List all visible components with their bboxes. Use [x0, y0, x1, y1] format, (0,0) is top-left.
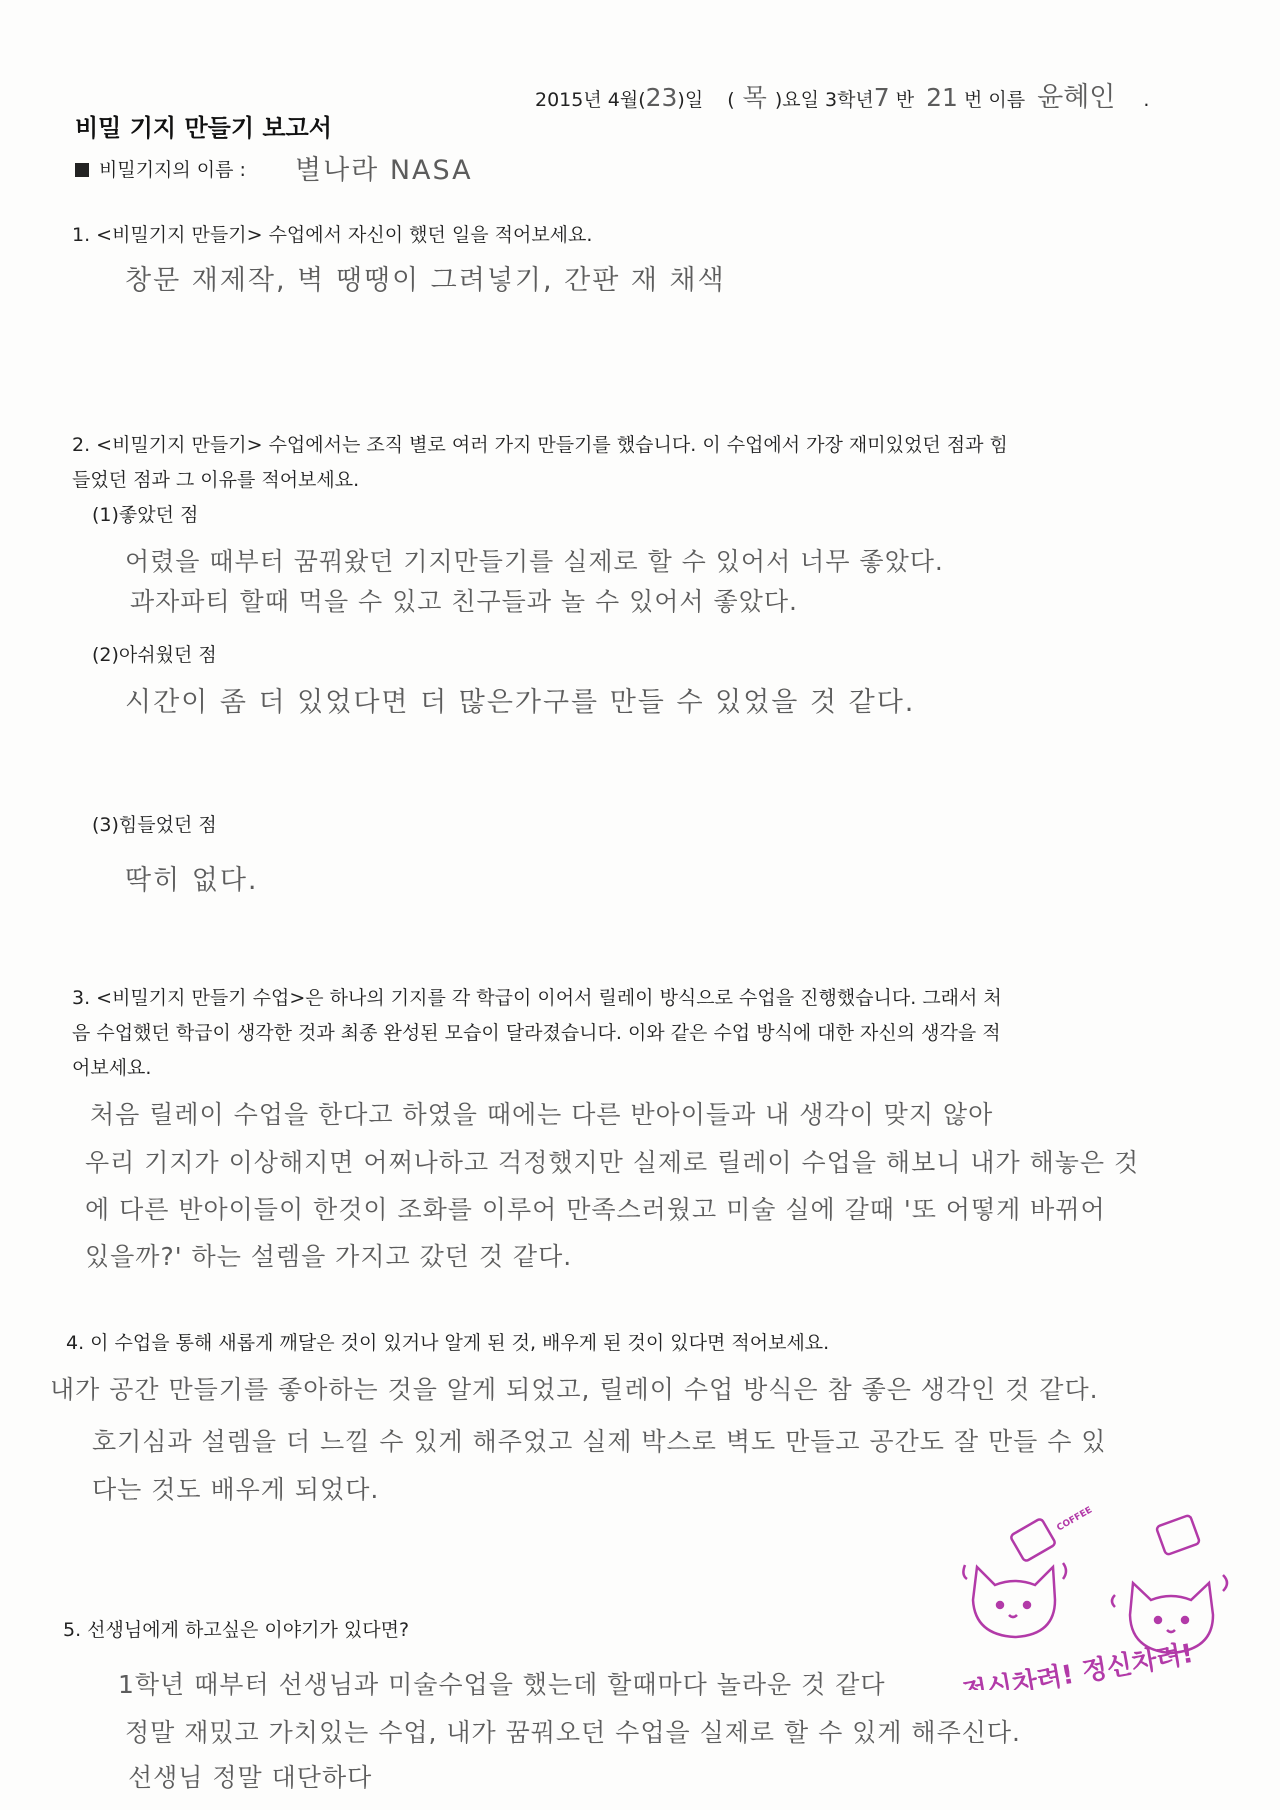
page-title: 비밀 기지 만들기 보고서 [75, 114, 332, 142]
date-line [535, 75, 1149, 114]
q2-good-answer-line1: 어렸을 때부터 꿈꿔왔던 기지만들기를 실제로 할 수 있어서 너무 좋았다. [125, 547, 944, 576]
date-day-suffix: )일 [677, 89, 704, 111]
stamp-cup-label: COFFEE [1055, 1505, 1095, 1534]
q3-answer-line3: 에 다른 반아이들이 한것이 조화를 이루어 만족스러웠고 미술 실에 갈때 '또 어떻게 바뀌어 [85, 1195, 1106, 1224]
q4-answer-line2: 호기심과 설렘을 더 느낄 수 있게 해주었고 실제 박스로 벽도 만들고 공간도 잘 만들 수 있 [92, 1427, 1107, 1456]
q3-question-line3: 어보세요. [72, 1057, 152, 1079]
q2-regret-answer: 시간이 좀 더 있었다면 더 많은가구를 만들 수 있었을 것 같다. [125, 687, 916, 718]
base-name-value: 별나라 NASA [295, 155, 473, 186]
student-name: 윤혜인 [1037, 82, 1116, 113]
q2-regret-label: (2)아쉬웠던 점 [92, 644, 217, 666]
q3-answer-line2: 우리 기지가 이상해지면 어쩌나하고 걱정했지만 실제로 릴레이 수업을 해보니 내가 해놓은 것 [85, 1148, 1140, 1177]
cat-stamp-icon [955, 1505, 1255, 1690]
q3-answer-line1: 처음 릴레이 수업을 한다고 하였을 때에는 다른 반아이들과 내 생각이 맞지 않아 [90, 1100, 994, 1129]
q4-question: 4. 이 수업을 통해 새롭게 깨달은 것이 있거나 알게 된 것, 배우게 된 것이 있다면 적어보세요. [66, 1332, 830, 1354]
q4-answer-line1: 내가 공간 만들기를 좋아하는 것을 알게 되었고, 릴레이 수업 방식은 참 좋은 생각인 것 같다. [50, 1375, 1099, 1404]
q5-answer-line1: 1학년 때부터 선생님과 미술수업을 했는데 할때마다 놀라운 것 같다 [118, 1670, 886, 1699]
q5-answer-line3: 선생님 정말 대단하다 [128, 1763, 373, 1792]
base-name-label: 비밀기지의 이름 : [99, 159, 246, 181]
q1-question: 1. <비밀기지 만들기> 수업에서 자신이 했던 일을 적어보세요. [72, 224, 593, 246]
q2-question-line2: 들었던 점과 그 이유를 적어보세요. [72, 469, 360, 491]
q2-hard-label: (3)힘들었던 점 [92, 814, 217, 836]
student-number: 21 [926, 83, 958, 112]
q2-good-answer-line2: 과자파티 할때 먹을 수 있고 친구들과 놀 수 있어서 좋았다. [130, 587, 798, 616]
q5-question: 5. 선생님에게 하고싶은 이야기가 있다면? [63, 1619, 410, 1641]
stamp-text: 정신차려! 정신차려! [960, 1638, 1196, 1690]
bullet-square-icon [75, 163, 89, 177]
base-name-row [75, 155, 246, 182]
class-value: 7 [873, 83, 890, 112]
class-suffix: 반 [895, 89, 915, 111]
q2-hard-answer: 딱히 없다. [125, 865, 259, 896]
cat-stamp [955, 1505, 1255, 1690]
q2-question-line1: 2. <비밀기지 만들기> 수업에서는 조직 별로 여러 가지 만들기를 했습니다. 이 수업에서 가장 재미있었던 점과 힘 [72, 434, 1008, 456]
q3-question-line1: 3. <비밀기지 만들기 수업>은 하나의 기지를 각 학급이 이어서 릴레이 방식으로 수업을 진행했습니다. 그래서 처 [72, 987, 1002, 1009]
date-day: 23 [645, 83, 678, 112]
q3-question-line2: 음 수업했던 학급이 생각한 것과 최종 완성된 모습이 달라졌습니다. 이와 같은 수업 방식에 대한 자신의 생각을 적 [72, 1022, 1001, 1044]
date-year-month: 2015년 4월( [535, 89, 646, 111]
weekday-value: 목 [742, 83, 767, 112]
q2-good-label: (1)좋았던 점 [92, 504, 199, 526]
q3-answer-line4: 있을까?' 하는 설렘을 가지고 갔던 것 같다. [85, 1242, 573, 1271]
number-suffix: 번 이름 [963, 89, 1026, 111]
q5-answer-line2: 정말 재밌고 가치있는 수업, 내가 꿈꿔오던 수업을 실제로 할 수 있게 해주신다. [125, 1718, 1021, 1747]
weekday-prefix: ( [727, 89, 735, 111]
q1-answer: 창문 재제작, 벽 땡땡이 그려넣기, 간판 재 채색 [125, 265, 726, 296]
weekday-suffix: )요일 3학년 [774, 89, 874, 111]
q4-answer-line3: 다는 것도 배우게 되었다. [92, 1475, 380, 1504]
header-dot: . [1143, 89, 1150, 111]
